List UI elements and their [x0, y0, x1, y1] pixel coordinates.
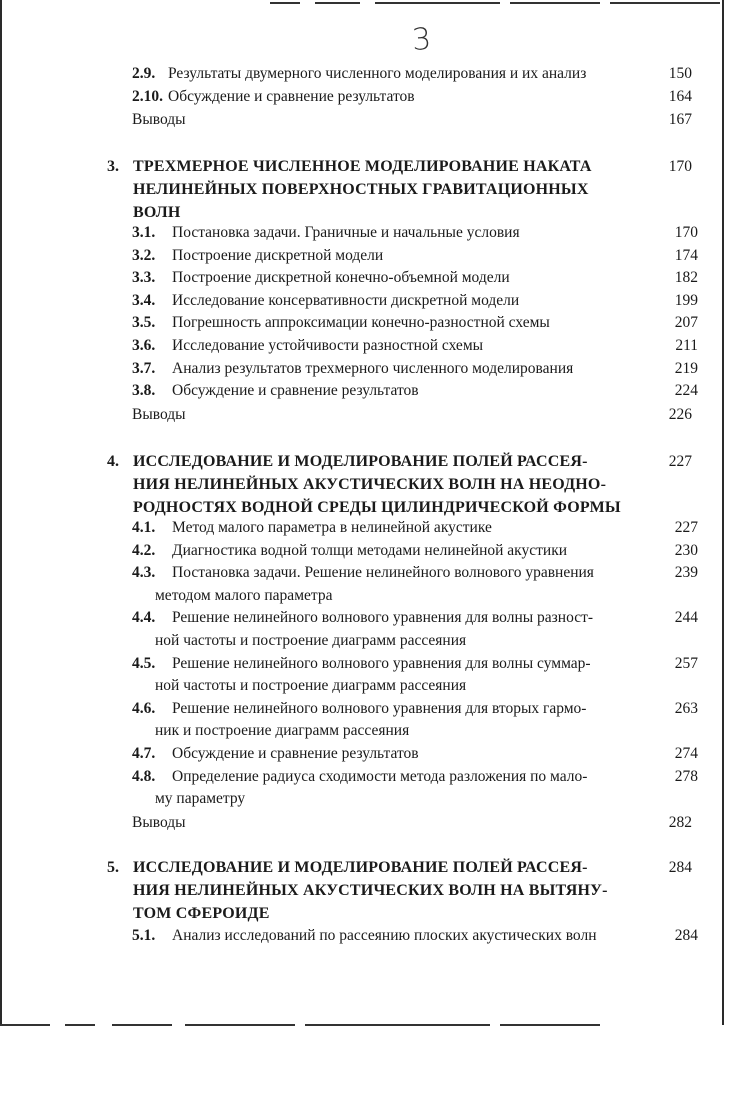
section-title: Постановка задачи. Решение нелинейного волнового уравнения методом малого параметра — [155, 564, 594, 604]
section-page: 257 — [674, 654, 698, 672]
section-page: 274 — [674, 745, 698, 762]
section-number: 4.4. — [132, 609, 156, 627]
entry-title: Выводы — [132, 406, 186, 423]
handwritten-page-number: 3 — [410, 21, 433, 59]
section-page: 230 — [674, 541, 698, 559]
section-title: Решение нелинейного волнового уравнения для вторых гармо- ник и построение диаграмм рассеяния — [155, 699, 587, 740]
entry-page: 164 — [668, 88, 692, 105]
section-title: Метод малого параметра в нелинейной акустике — [172, 519, 492, 536]
page-left-edge — [0, 0, 2, 1025]
section-title: Анализ результатов трехмерного численного моделирования — [172, 359, 574, 377]
section-page: 199 — [674, 291, 698, 309]
chapter-title: ТРЕХМЕРНОЕ ЧИСЛЕННОЕ МОДЕЛИРОВАНИЕ НАКАТА НЕЛИНЕЙНЫХ ПОВЕРХНОСТНЫХ ГРАВИТАЦИОННЫХ ВОЛН — [133, 158, 592, 221]
section-number: 4.3. — [132, 564, 156, 582]
section-number: 4.5. — [132, 654, 156, 672]
section-page: 263 — [674, 699, 698, 717]
entry-number: 2.9. — [132, 65, 156, 82]
section-title: Обсуждение и сравнение результатов — [172, 382, 419, 400]
entry-title: Результаты двумерного численного моделирования и их анализ — [168, 65, 587, 82]
entry-title: Выводы — [132, 111, 186, 128]
section-title: Построение дискретной модели — [172, 246, 384, 264]
section-page: 207 — [674, 314, 698, 332]
section-title: Определение радиуса сходимости метода разложения по мало- му параметру — [155, 767, 588, 808]
section-title: Обсуждение и сравнение результатов — [172, 745, 419, 762]
chapter-number: 3. — [107, 158, 119, 175]
chapter-number: 5. — [107, 859, 119, 876]
section-page: 224 — [674, 382, 698, 400]
section-page: 278 — [674, 767, 698, 785]
section-number: 4.7. — [132, 745, 156, 762]
section-number: 3.7. — [132, 359, 156, 377]
section-number: 4.8. — [132, 767, 156, 785]
section-title: Исследование консервативности дискретной модели — [172, 291, 520, 309]
entry-page: 226 — [668, 406, 692, 423]
chapter-title: ИССЛЕДОВАНИЕ И МОДЕЛИРОВАНИЕ ПОЛЕЙ РАССЕЯ- НИЯ НЕЛИНЕЙНЫХ АКУСТИЧЕСКИХ ВОЛН НА НЕОДНО- РОДНОСТЯХ ВОДНОЙ СРЕДЫ ЦИЛИНДРИЧЕСКОЙ ФОРМЫ — [133, 453, 621, 516]
chapter-page: 170 — [668, 158, 692, 175]
chapter-4-heading — [107, 450, 692, 520]
section-title: Погрешность аппроксимации конечно-разностной схемы — [172, 314, 550, 332]
section-page: 211 — [675, 337, 698, 354]
section-page: 170 — [674, 224, 698, 241]
section-number: 3.4. — [132, 291, 156, 309]
section-page: 239 — [674, 564, 698, 582]
section-number: 4.6. — [132, 699, 156, 717]
bottom-scan-marks — [0, 1024, 733, 1028]
entry-title: Обсуждение и сравнение результатов — [168, 88, 415, 105]
section-number: 3.8. — [132, 382, 156, 400]
chapter-title: ИССЛЕДОВАНИЕ И МОДЕЛИРОВАНИЕ ПОЛЕЙ РАССЕЯ- НИЯ НЕЛИНЕЙНЫХ АКУСТИЧЕСКИХ ВОЛН НА ВЫТЯНУ- ТОМ СФЕРОИДЕ — [133, 859, 608, 922]
entry-page: 150 — [668, 65, 692, 82]
section-title: Решение нелинейного волнового уравнения для волны разност- ной частоты и построение диаграмм рассеяния — [155, 609, 594, 649]
entry-page: 282 — [668, 814, 692, 831]
section-title: Решение нелинейного волнового уравнения для волны суммар- ной частоты и построение диаграмм рассеяния — [155, 654, 591, 695]
section-number: 4.2. — [132, 541, 156, 559]
entry-title: Выводы — [132, 814, 186, 831]
section-title: Построение дискретной конечно-объемной модели — [172, 269, 510, 287]
section-page: 227 — [674, 519, 698, 536]
section-title: Исследование устойчивости разностной схемы — [172, 337, 484, 354]
section-number: 4.1. — [132, 519, 156, 536]
chapter-3-heading — [107, 155, 692, 225]
section-title: Анализ исследований по рассеянию плоских акустических волн — [172, 927, 597, 944]
section-page: 284 — [674, 927, 698, 944]
section-number: 3.2. — [132, 246, 156, 264]
chapter-page: 227 — [668, 453, 692, 470]
section-number: 3.5. — [132, 314, 156, 332]
section-number: 5.1. — [132, 927, 156, 944]
section-number: 3.1. — [132, 224, 156, 241]
chapter-5-heading — [107, 856, 692, 926]
section-title: Диагностика водной толщи методами нелинейной акустики — [172, 541, 568, 559]
section-page: 219 — [674, 359, 698, 377]
section-number: 3.6. — [132, 337, 156, 354]
chapter-number: 4. — [107, 453, 119, 470]
top-scan-marks — [0, 0, 733, 6]
section-page: 182 — [674, 269, 698, 287]
chapter-page: 284 — [668, 859, 692, 876]
entry-number: 2.10. — [132, 88, 163, 105]
section-number: 3.3. — [132, 269, 156, 287]
page-right-edge — [722, 0, 724, 1025]
entry-page: 167 — [668, 111, 692, 128]
section-page: 174 — [674, 246, 698, 264]
section-page: 244 — [674, 609, 698, 627]
section-title: Постановка задачи. Граничные и начальные условия — [172, 224, 520, 241]
